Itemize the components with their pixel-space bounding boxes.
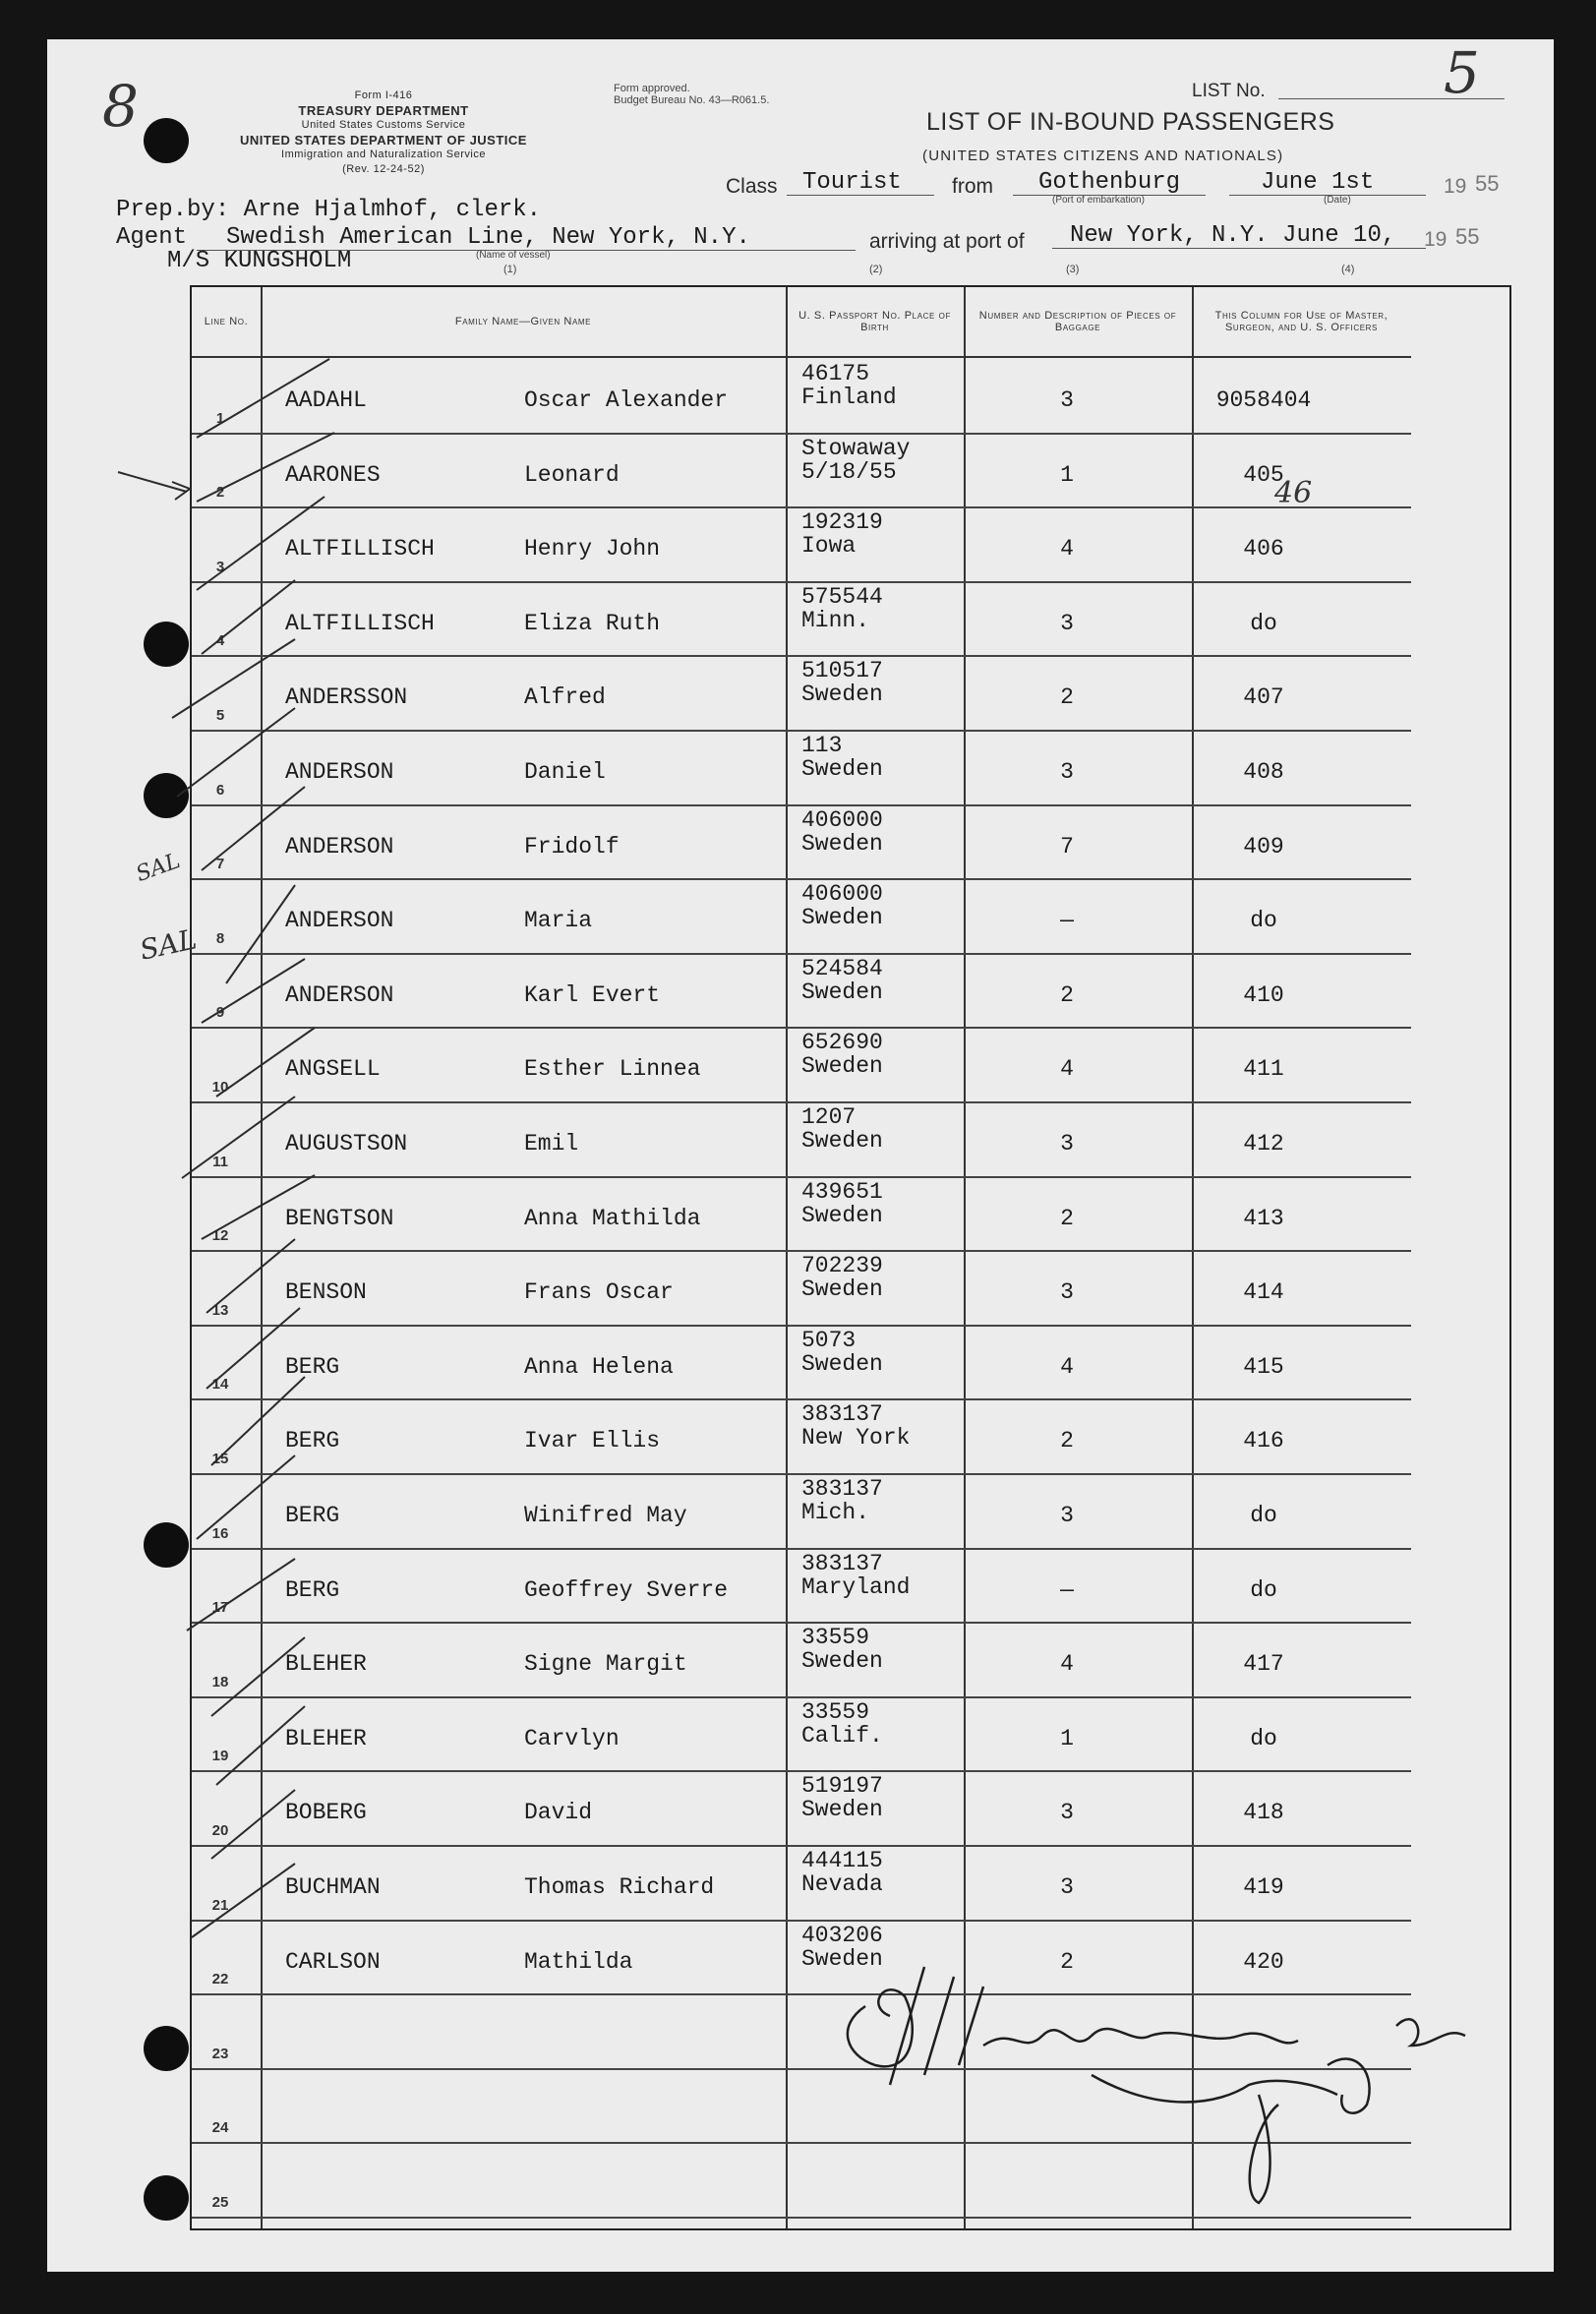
- officer-number: do: [1250, 908, 1277, 934]
- given-name: Karl Evert: [524, 981, 661, 1008]
- baggage-count: 4: [1060, 536, 1074, 563]
- passport-number: 524584: [801, 955, 883, 981]
- form-revision: (Rev. 12-24-52): [342, 163, 425, 175]
- line-number: 15: [211, 1450, 229, 1467]
- place-of-birth: Sweden: [801, 1350, 883, 1377]
- line-number: 20: [211, 1821, 229, 1839]
- col-index-1: (1): [503, 264, 517, 275]
- check-mark: [211, 1790, 295, 1859]
- date-caption: (Date): [1324, 195, 1351, 206]
- line-number: 9: [215, 1004, 225, 1022]
- line-number: 3: [215, 558, 225, 575]
- line-number: 18: [211, 1673, 229, 1691]
- check-mark: [202, 959, 305, 1023]
- line-number: 11: [212, 1153, 228, 1170]
- given-name: Henry John: [524, 536, 661, 563]
- line-number: 22: [211, 1971, 229, 1988]
- officer-number: 408: [1243, 759, 1284, 785]
- baggage-count: 2: [1060, 981, 1074, 1008]
- place-of-birth: Nevada: [801, 1871, 883, 1897]
- place-of-birth: Maryland: [801, 1573, 911, 1600]
- officer-number: 9058404: [1215, 387, 1312, 413]
- family-name: BLEHER: [285, 1651, 367, 1678]
- officer-number: 412: [1243, 1131, 1284, 1157]
- officer-number: do: [1250, 1576, 1277, 1603]
- family-name: BERG: [285, 1353, 340, 1380]
- given-name: Daniel: [524, 759, 606, 785]
- given-name: Fridolf: [524, 833, 620, 860]
- baggage-count: 4: [1060, 1056, 1074, 1083]
- passport-number: 5073: [801, 1327, 857, 1353]
- line-number: 10: [211, 1078, 229, 1096]
- budget-bureau-line: Budget Bureau No. 43—R061.5.: [614, 94, 770, 106]
- place-of-birth: Sweden: [801, 830, 883, 857]
- check-mark: [197, 497, 325, 590]
- line-number: 13: [211, 1301, 229, 1319]
- treasury-dept: TREASURY DEPARTMENT: [298, 103, 469, 118]
- place-of-birth: 5/18/55: [801, 458, 897, 485]
- baggage-count: 3: [1060, 1503, 1074, 1528]
- vessel-name: M/S KUNGSHOLM: [167, 248, 352, 274]
- line-number: 17: [211, 1599, 229, 1617]
- passport-number: 444115: [801, 1848, 883, 1873]
- header-line-no: Line No.: [204, 316, 249, 327]
- header-passport: U. S. Passport No. Place of Birth: [798, 310, 951, 333]
- given-name: Anna Mathilda: [524, 1205, 701, 1231]
- baggage-count: 3: [1060, 1279, 1074, 1306]
- header-name: Family Name—Given Name: [454, 316, 592, 327]
- line-number: 1: [215, 409, 225, 427]
- agent-label: Agent: [116, 224, 188, 251]
- passport-number: 510517: [801, 658, 883, 684]
- col-index-2: (2): [869, 264, 883, 275]
- given-name: Winifred May: [524, 1503, 687, 1528]
- check-marks: [118, 359, 334, 1937]
- passport-number: 383137: [801, 1550, 883, 1576]
- place-of-birth: Sweden: [801, 756, 883, 782]
- given-name: Geoffrey Sverre: [524, 1576, 729, 1603]
- check-mark: [226, 885, 295, 983]
- col-index-4: (4): [1341, 264, 1355, 275]
- place-of-birth: Finland: [801, 385, 897, 410]
- baggage-count: 3: [1060, 1131, 1074, 1157]
- header-baggage: Number and Description of Pieces of Baggage: [978, 310, 1177, 333]
- corner-handwritten-mark: 8: [102, 73, 139, 140]
- place-of-birth: New York: [801, 1425, 911, 1452]
- departure-date: June 1st: [1261, 169, 1375, 196]
- baggage-count: 2: [1060, 1205, 1074, 1231]
- family-name: BOBERG: [285, 1800, 367, 1826]
- line-number: 6: [215, 781, 225, 799]
- list-number-label: LIST No.: [1192, 81, 1266, 101]
- form-title: LIST OF IN-BOUND PASSENGERS: [926, 108, 1335, 136]
- line-number: 2: [215, 484, 225, 502]
- passport-number: Stowaway: [801, 435, 911, 461]
- given-name: Anna Helena: [524, 1353, 674, 1380]
- passport-number: 33559: [801, 1625, 870, 1651]
- form-number: Form I-416: [354, 89, 413, 101]
- given-name: Leonard: [524, 461, 620, 488]
- family-name: BLEHER: [285, 1725, 367, 1751]
- check-mark: [192, 1864, 295, 1937]
- check-mark: [216, 1028, 315, 1097]
- vessel-caption: (Name of vessel): [476, 250, 551, 261]
- family-name: BENGTSON: [285, 1205, 394, 1231]
- family-name: BERG: [285, 1576, 340, 1603]
- line-number: 21: [211, 1896, 229, 1914]
- family-name: ANGSELL: [285, 1056, 381, 1083]
- place-of-birth: Iowa: [801, 533, 857, 560]
- year-prefix-1: 19: [1444, 175, 1467, 198]
- family-name: ANDERSSON: [285, 684, 408, 711]
- line-number: 14: [211, 1376, 229, 1394]
- agent-value: Swedish American Line, New York, N.Y.: [226, 224, 750, 251]
- given-name: Ivar Ellis: [524, 1428, 661, 1454]
- approval-line: Form approved.: [614, 83, 690, 94]
- line-number: 7: [215, 856, 225, 873]
- family-name: CARLSON: [285, 1948, 381, 1975]
- officer-number: 413: [1243, 1205, 1284, 1231]
- year-2: 55: [1455, 224, 1480, 249]
- officer-number: 414: [1243, 1279, 1284, 1306]
- given-name: Esther Linnea: [524, 1056, 701, 1083]
- header-officers: This Column for Use of Master, Surgeon, and U. S. Officers: [1214, 310, 1389, 333]
- baggage-count: 3: [1060, 1800, 1074, 1826]
- check-mark: [202, 787, 305, 870]
- check-mark: [187, 1559, 295, 1631]
- line-number: 25: [211, 2193, 229, 2211]
- baggage-count: 1: [1060, 461, 1074, 488]
- officer-number: 415: [1243, 1353, 1284, 1380]
- officer-number: 416: [1243, 1428, 1284, 1454]
- check-mark: [182, 1097, 295, 1178]
- check-mark: [211, 1637, 305, 1716]
- passport-number: 33559: [801, 1698, 870, 1725]
- officer-number: 407: [1243, 684, 1284, 711]
- baggage-count: 2: [1060, 1428, 1074, 1454]
- place-of-birth: Sweden: [801, 1945, 883, 1972]
- check-mark: [177, 708, 295, 797]
- family-name: BERG: [285, 1428, 340, 1454]
- place-of-birth: Sweden: [801, 1053, 883, 1080]
- baggage-count: 3: [1060, 387, 1074, 413]
- family-name: ALTFILLISCH: [285, 610, 435, 636]
- embarkation-port: Gothenburg: [1038, 169, 1181, 196]
- baggage-count: 2: [1060, 684, 1074, 711]
- family-name: AARONES: [285, 461, 381, 488]
- baggage-count: 2: [1060, 1948, 1074, 1975]
- passport-number: 652690: [801, 1030, 883, 1056]
- given-name: Signe Margit: [524, 1651, 687, 1678]
- given-name: Eliza Ruth: [524, 610, 661, 636]
- given-name: Emil: [524, 1131, 579, 1157]
- check-mark: [207, 1239, 295, 1313]
- family-name: AADAHL: [285, 387, 367, 413]
- customs-service: United States Customs Service: [301, 119, 466, 131]
- arrow-mark: [118, 472, 187, 492]
- family-name: ALTFILLISCH: [285, 536, 435, 563]
- given-name: Frans Oscar: [524, 1279, 674, 1306]
- check-mark: [197, 433, 334, 502]
- place-of-birth: Sweden: [801, 1128, 883, 1154]
- signature: [848, 1967, 1465, 2203]
- row-2-handwritten-mark: 46: [1274, 476, 1313, 510]
- officer-number: 411: [1243, 1056, 1284, 1083]
- baggage-count: —: [1060, 1576, 1074, 1603]
- officer-number: 406: [1243, 536, 1284, 563]
- margin-note-sal: SAL: [133, 848, 184, 888]
- baggage-count: 3: [1060, 759, 1074, 785]
- line-number: 16: [211, 1524, 229, 1542]
- check-mark: [197, 1455, 295, 1539]
- check-mark: [207, 1308, 300, 1389]
- place-of-birth: Sweden: [801, 1276, 883, 1303]
- given-name: Thomas Richard: [524, 1874, 715, 1900]
- passport-number: 575544: [801, 583, 883, 610]
- passport-number: 519197: [801, 1773, 883, 1800]
- officer-number: do: [1250, 1725, 1277, 1751]
- line-number: 4: [215, 632, 225, 650]
- class-value: Tourist: [802, 169, 902, 196]
- passport-number: 383137: [801, 1401, 883, 1428]
- from-label: from: [952, 175, 993, 198]
- place-of-birth: Mich.: [801, 1500, 870, 1525]
- passport-number: 406000: [801, 806, 883, 833]
- check-mark: [202, 1175, 315, 1239]
- given-name: Alfred: [524, 684, 606, 711]
- baggage-count: 1: [1060, 1725, 1074, 1751]
- place-of-birth: Sweden: [801, 905, 883, 931]
- baggage-count: 3: [1060, 1874, 1074, 1900]
- officer-number: do: [1250, 610, 1277, 636]
- officer-number: 418: [1243, 1800, 1284, 1826]
- check-mark: [197, 359, 329, 438]
- arrival-port: New York, N.Y. June 10,: [1070, 222, 1396, 249]
- baggage-count: 4: [1060, 1353, 1074, 1380]
- passport-number: 439651: [801, 1178, 883, 1205]
- family-name: BENSON: [285, 1279, 367, 1306]
- family-name: ANDERSON: [285, 981, 394, 1008]
- given-name: Mathilda: [524, 1948, 633, 1975]
- given-name: David: [524, 1800, 593, 1826]
- passport-number: 1207: [801, 1104, 857, 1130]
- arriving-label: arriving at port of: [869, 230, 1025, 253]
- check-mark: [172, 639, 295, 718]
- year-1: 55: [1475, 171, 1500, 196]
- baggage-count: —: [1060, 908, 1074, 934]
- margin-note-sal: SAL: [137, 922, 200, 967]
- line-number: 19: [211, 1748, 229, 1765]
- baggage-count: 3: [1060, 610, 1074, 636]
- place-of-birth: Sweden: [801, 682, 883, 708]
- officer-number: do: [1250, 1503, 1277, 1528]
- family-name: ANDERSON: [285, 833, 394, 860]
- check-mark: [211, 1377, 305, 1465]
- passport-number: 403206: [801, 1922, 883, 1948]
- passport-number: 406000: [801, 881, 883, 908]
- place-of-birth: Calif.: [801, 1722, 883, 1749]
- place-of-birth: Minn.: [801, 607, 870, 633]
- place-of-birth: Sweden: [801, 1202, 883, 1228]
- place-of-birth: Sweden: [801, 1648, 883, 1675]
- given-name: Oscar Alexander: [524, 387, 729, 413]
- passport-number: 46175: [801, 361, 870, 386]
- passport-number: 192319: [801, 509, 883, 536]
- baggage-count: 7: [1060, 833, 1074, 860]
- prepared-by: Prep.by: Arne Hjalmhof, clerk.: [116, 197, 542, 223]
- officer-number: 417: [1243, 1651, 1284, 1678]
- given-name: Maria: [524, 908, 593, 934]
- place-of-birth: Sweden: [801, 1797, 883, 1823]
- col-index-3: (3): [1066, 264, 1080, 275]
- justice-dept: UNITED STATES DEPARTMENT OF JUSTICE: [240, 133, 527, 148]
- family-name: ANDERSON: [285, 759, 394, 785]
- officer-number: 420: [1243, 1948, 1284, 1975]
- check-mark: [202, 580, 295, 654]
- given-name: Carvlyn: [524, 1725, 620, 1751]
- family-name: AUGUSTSON: [285, 1131, 408, 1157]
- officer-number: 419: [1243, 1874, 1284, 1900]
- port-caption: (Port of embarkation): [1052, 195, 1145, 206]
- family-name: BERG: [285, 1503, 340, 1528]
- class-label: Class: [726, 175, 778, 198]
- family-name: BUCHMAN: [285, 1874, 381, 1900]
- year-prefix-2: 19: [1424, 228, 1448, 251]
- family-name: ANDERSON: [285, 908, 394, 934]
- list-number-value: 5: [1444, 39, 1480, 106]
- officer-number: 405: [1243, 461, 1284, 488]
- check-mark: [216, 1706, 305, 1785]
- form-subtitle: (UNITED STATES CITIZENS AND NATIONALS): [922, 148, 1284, 164]
- line-number: 24: [211, 2119, 229, 2137]
- passport-number: 383137: [801, 1476, 883, 1502]
- officer-number: 409: [1243, 833, 1284, 860]
- officer-number: 410: [1243, 981, 1284, 1008]
- passport-number: 702239: [801, 1253, 883, 1279]
- line-number: 8: [215, 929, 225, 947]
- line-number: 5: [215, 706, 225, 724]
- line-number: 12: [211, 1227, 229, 1245]
- place-of-birth: Sweden: [801, 979, 883, 1005]
- ins-service: Immigration and Naturalization Service: [281, 148, 486, 160]
- line-number: 23: [211, 2045, 229, 2062]
- baggage-count: 4: [1060, 1651, 1074, 1678]
- passport-number: 113: [801, 733, 843, 758]
